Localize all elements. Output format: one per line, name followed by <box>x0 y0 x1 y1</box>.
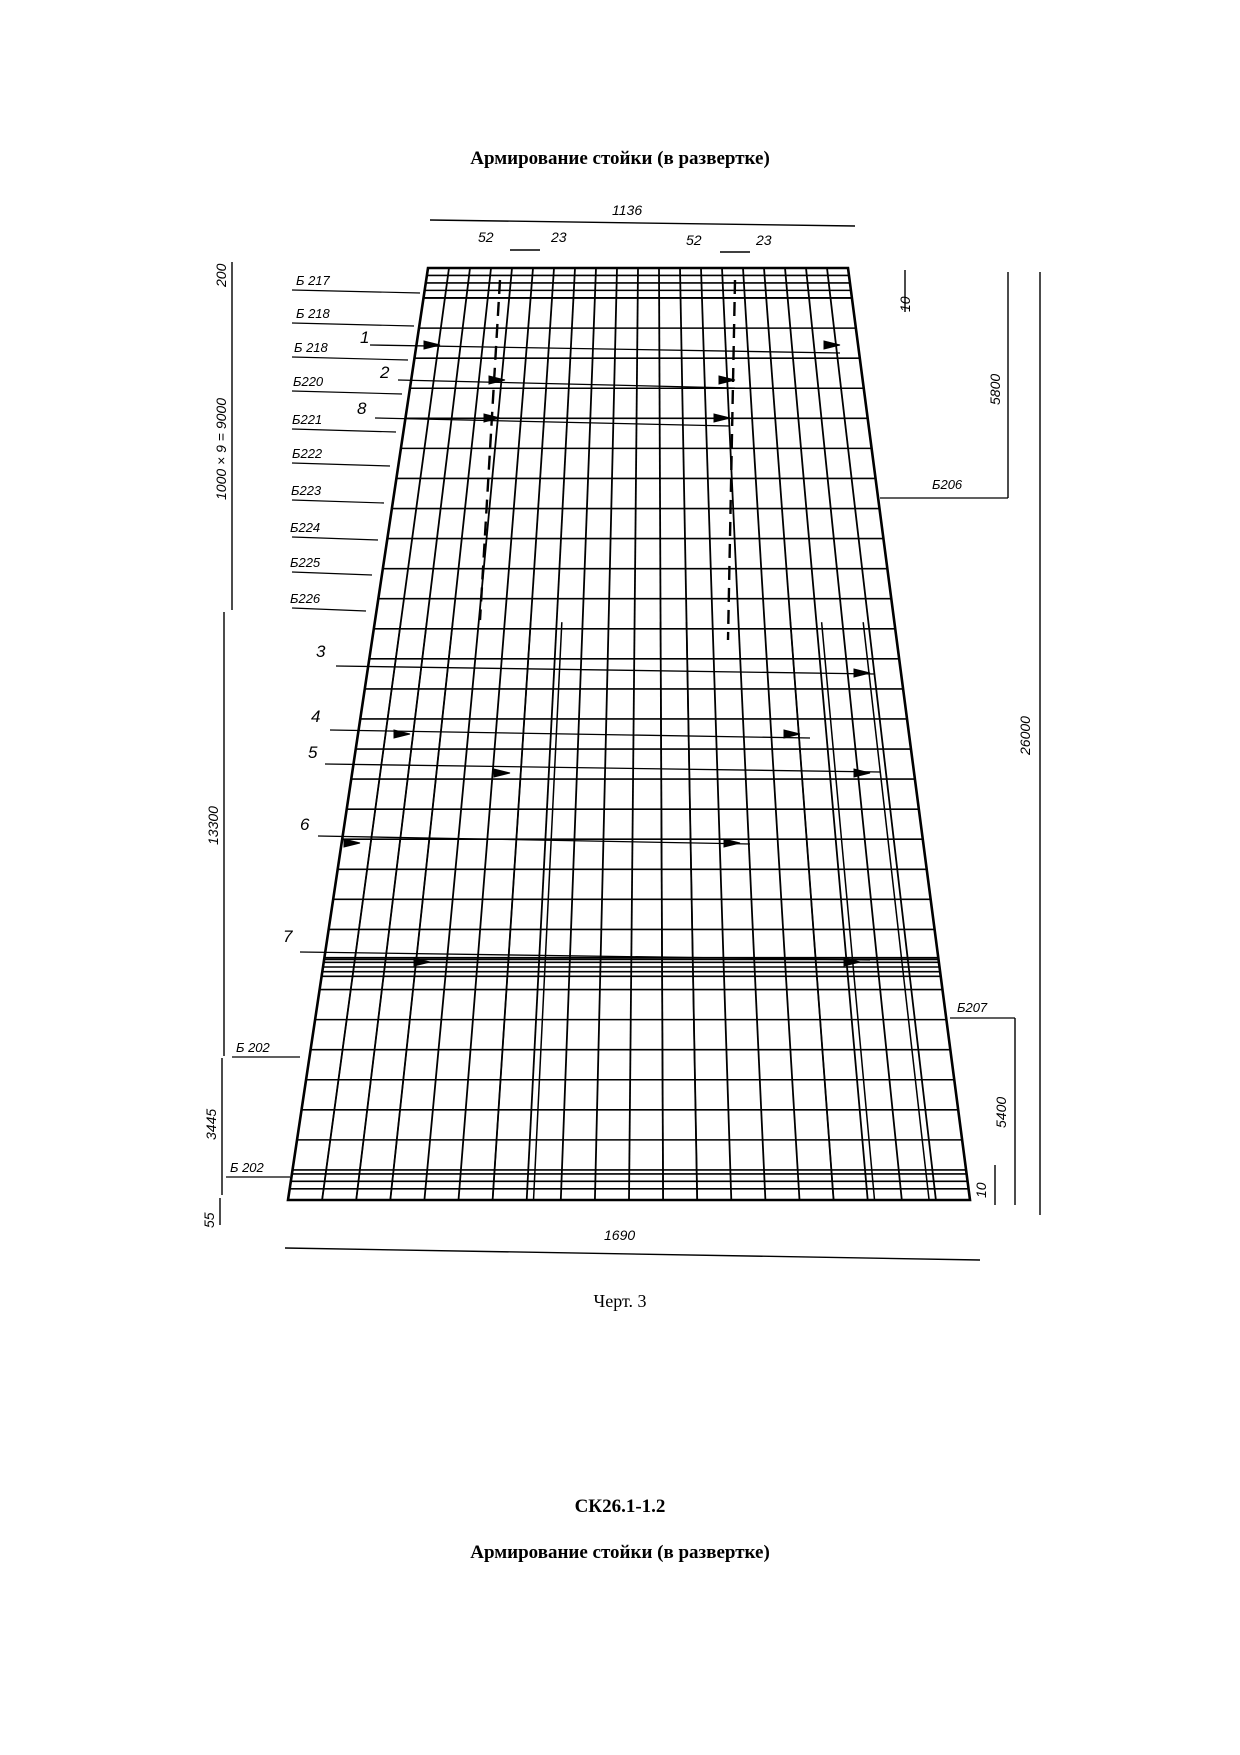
bar-arrowhead <box>494 769 510 777</box>
dim-left-3445: 3445 <box>203 1108 219 1140</box>
bar-position-3: 3 <box>316 642 326 661</box>
additional-bar <box>356 622 427 1200</box>
bar-position-6: 6 <box>300 815 310 834</box>
ring-label-b221: Б221 <box>292 412 323 427</box>
ring-label-b218-b: Б 218 <box>294 340 328 355</box>
longitudinal-bar <box>629 268 638 1200</box>
ring-leader-line <box>292 323 414 326</box>
ring-label-b206: Б206 <box>932 477 963 492</box>
bar-position-8: 8 <box>357 399 367 418</box>
dim-right-10-bottom: 10 <box>973 1182 989 1198</box>
ring-label-b224: Б224 <box>290 520 321 535</box>
dim-right-5800: 5800 <box>987 373 1003 405</box>
dim-left-9000: 1000 × 9 = 9000 <box>213 398 229 500</box>
dim-spacing-52-left: 52 <box>478 229 494 245</box>
ring-leader-line <box>292 429 396 432</box>
dashed-bar <box>728 280 735 640</box>
ring-label-b217: Б 217 <box>296 273 330 288</box>
ring-label-b225: Б225 <box>290 555 321 570</box>
ring-leader-line <box>292 290 420 293</box>
longitudinal-bar <box>459 268 534 1200</box>
ring-leader-line <box>292 463 390 466</box>
bar-position-2: 2 <box>380 363 390 382</box>
ring-label-b223: Б223 <box>291 483 322 498</box>
reinforcement-mesh <box>288 268 970 1200</box>
bar-arrowhead <box>854 669 870 677</box>
bar-arrowhead <box>714 414 730 422</box>
mesh-outline <box>288 268 970 1200</box>
bar-arrowhead <box>344 839 360 847</box>
dim-left-200: 200 <box>213 263 229 287</box>
bar-arrowhead <box>824 341 840 349</box>
ring-leader-line <box>292 537 378 540</box>
leader-line <box>398 380 735 388</box>
longitudinal-bar <box>806 268 902 1200</box>
additional-bar <box>534 622 562 1200</box>
ring-label-b202-a: Б 202 <box>236 1040 270 1055</box>
figure-caption: Черт. 3 <box>593 1291 647 1311</box>
longitudinal-bar <box>701 268 731 1200</box>
document-code: СК26.1-1.2 <box>574 1496 666 1517</box>
ring-leader-line <box>292 572 372 575</box>
additional-bar <box>390 622 452 1200</box>
dim-right-10-top: 10 <box>897 296 913 312</box>
bar-arrowhead <box>784 730 800 738</box>
dim-right-26000: 26000 <box>1017 716 1033 755</box>
dimension-line <box>430 220 855 226</box>
dimension-line <box>285 1248 980 1260</box>
dim-right-5400: 5400 <box>993 1096 1009 1128</box>
drawing-title: Армирование стойки (в развертке) <box>470 148 770 169</box>
additional-bar <box>822 622 875 1200</box>
dim-left-13300: 13300 <box>205 806 221 845</box>
dim-spacing-23-right: 23 <box>756 232 772 248</box>
longitudinal-bar <box>722 268 765 1200</box>
additional-bar <box>863 622 929 1200</box>
ring-label-b218-a: Б 218 <box>296 306 330 321</box>
dim-top-width: 1136 <box>612 202 643 218</box>
ring-label-b207: Б207 <box>957 1000 988 1015</box>
ring-label-b202-b: Б 202 <box>230 1160 264 1175</box>
ring-leader-line <box>292 500 384 503</box>
ring-label-b220: Б220 <box>293 374 324 389</box>
bar-position-4: 4 <box>311 707 321 726</box>
dim-bottom-width: 1690 <box>604 1227 636 1243</box>
dim-spacing-23-left: 23 <box>551 229 567 245</box>
dim-spacing-52-right: 52 <box>686 232 702 248</box>
bar-position-5: 5 <box>308 743 318 762</box>
additional-bar <box>790 622 833 1200</box>
section-title: Армирование стойки (в развертке) <box>470 1542 770 1563</box>
longitudinal-bar <box>827 268 936 1200</box>
ring-label-b226: Б226 <box>290 591 321 606</box>
dim-left-55: 55 <box>201 1212 217 1228</box>
ring-leader-line <box>292 357 408 360</box>
ring-leader-line <box>292 608 366 611</box>
ring-leader-line <box>292 391 402 394</box>
additional-bar <box>687 622 698 1200</box>
bar-arrowhead <box>854 769 870 777</box>
longitudinal-bar <box>424 268 512 1200</box>
bar-position-1: 1 <box>360 328 370 347</box>
bar-position-7: 7 <box>283 927 293 946</box>
ring-label-b222: Б222 <box>292 446 323 461</box>
